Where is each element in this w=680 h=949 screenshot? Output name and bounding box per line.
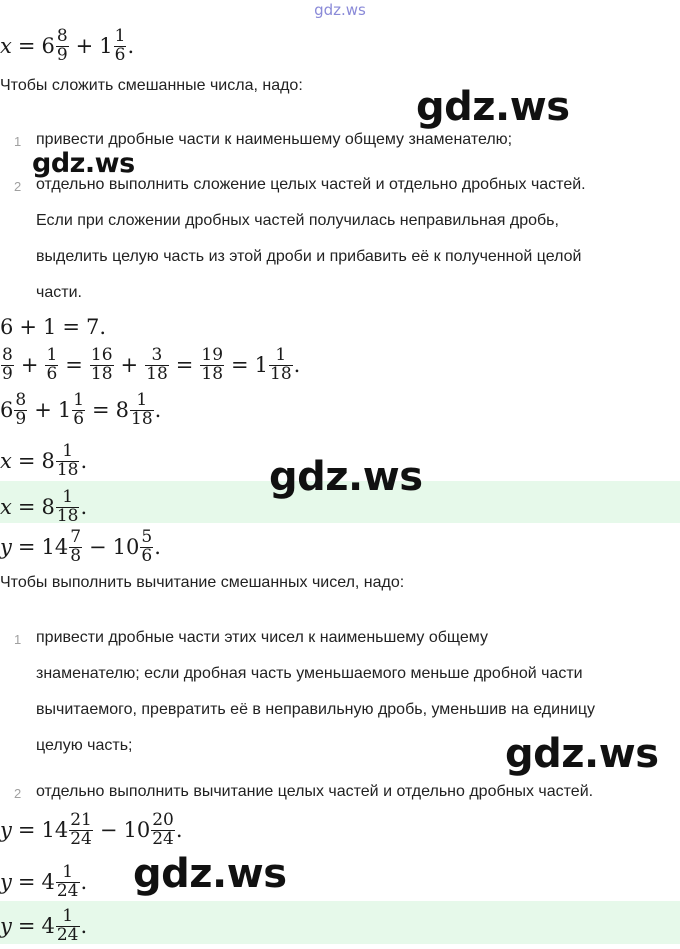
step-text: привести дробные части к наименьшему общему знаменателю;: [36, 131, 513, 148]
operator: =: [92, 397, 110, 422]
step-text: части.: [36, 284, 82, 301]
equation-y-result: [0, 859, 87, 905]
equation-mixed-sum: [0, 387, 161, 433]
fraction: $\frac{5}{6}$: [141, 526, 153, 566]
equation-y-start: [0, 524, 161, 570]
watermark-2: gdz.ws: [32, 148, 135, 179]
operator: =: [17, 448, 36, 473]
fraction: $\frac{1}{18}$: [270, 344, 292, 384]
operator: +: [20, 352, 39, 377]
step-text: привести дробные части этих чисел к наименьшему общему: [36, 629, 488, 646]
fraction: $\frac{1}{6}$: [73, 389, 85, 429]
step-number: 1: [14, 632, 22, 647]
whole-part: 4: [41, 869, 55, 894]
whole-part: 1: [99, 33, 113, 58]
period: .: [293, 352, 301, 377]
operator: +: [75, 33, 94, 58]
watermark-4: gdz.ws: [505, 731, 659, 777]
answer-highlight-y: [0, 901, 680, 944]
var: x: [0, 494, 12, 519]
whole-part: 8: [41, 448, 55, 473]
period: .: [127, 33, 135, 58]
whole-part: 10: [123, 817, 151, 842]
number: 6: [0, 314, 14, 339]
operator: −: [99, 817, 118, 842]
step-text: Если при сложении дробных частей получилась неправильная дробь,: [36, 212, 559, 229]
equation-whole-sum: [0, 313, 106, 341]
fraction: $\frac{8}{9}$: [2, 344, 13, 384]
var: y: [0, 913, 12, 938]
fraction: $\frac{1}{6}$: [114, 25, 126, 65]
equation-x-result: [0, 438, 87, 484]
intro-addition: Чтобы сложить смешанные числа, надо:: [0, 77, 303, 94]
fraction: $\frac{1}{24}$: [56, 861, 79, 901]
fraction: $\frac{19}{18}$: [201, 344, 224, 384]
var: y: [0, 534, 12, 559]
operator: +: [34, 397, 52, 422]
equation-x-start: [0, 24, 134, 68]
whole-part: 1: [254, 352, 268, 377]
fraction: $\frac{8}{9}$: [15, 389, 27, 429]
operator: +: [19, 314, 37, 339]
operator: =: [17, 817, 36, 842]
operator: +: [120, 352, 139, 377]
answer-y: [0, 903, 87, 949]
step-text: вычитаемого, превратить её в неправильную дробь, уменьшив на единицу: [36, 701, 596, 718]
fraction: $\frac{20}{24}$: [152, 809, 174, 849]
var: x: [0, 448, 12, 473]
operator: =: [17, 494, 36, 519]
whole-part: 14: [41, 817, 69, 842]
number: 1: [42, 314, 57, 339]
period: .: [80, 869, 88, 894]
operator: =: [17, 913, 36, 938]
fraction: $\frac{1}{6}$: [46, 344, 58, 384]
whole-part: 6: [0, 397, 14, 422]
step-text: знаменателю; если дробная часть уменьшаемого меньше дробной части: [36, 665, 583, 682]
fraction: $\frac{1}{24}$: [56, 905, 79, 945]
intro-subtraction: Чтобы выполнить вычитание смешанных чисел, надо:: [0, 574, 405, 591]
site-watermark-top: gdz.ws: [314, 1, 366, 19]
step-number: 2: [14, 786, 22, 801]
fraction: $\frac{8}{9}$: [56, 25, 68, 65]
period: .: [154, 397, 162, 422]
watermark-1: gdz.ws: [416, 84, 570, 130]
whole-part: 1: [57, 397, 72, 422]
operator: =: [17, 869, 36, 894]
operator: =: [62, 314, 80, 339]
equation-y-common: [0, 805, 183, 855]
step-number: 2: [14, 179, 22, 194]
whole-part: 14: [41, 534, 69, 559]
operator: =: [65, 352, 83, 377]
whole-part: 4: [41, 913, 55, 938]
period: .: [154, 534, 161, 559]
period: .: [80, 913, 88, 938]
operator: =: [17, 33, 36, 58]
var: x: [0, 33, 12, 58]
period: .: [80, 448, 88, 473]
step-number: 1: [14, 134, 22, 149]
operator: =: [175, 352, 194, 377]
whole-part: 10: [112, 534, 140, 559]
step-text: целую часть;: [36, 737, 133, 754]
watermark-3: gdz.ws: [269, 454, 423, 500]
whole-part: 6: [41, 33, 55, 58]
fraction: $\frac{21}{24}$: [70, 809, 92, 849]
operator: −: [89, 534, 107, 559]
step-text: выделить целую часть из этой дроби и прибавить её к полученной целой: [36, 248, 582, 265]
fraction: $\frac{7}{8}$: [70, 526, 82, 566]
period: .: [175, 817, 183, 842]
fraction: $\frac{16}{18}$: [90, 344, 113, 384]
var: y: [0, 817, 12, 842]
fraction: $\frac{1}{18}$: [131, 389, 153, 429]
fraction: $\frac{1}{18}$: [56, 486, 79, 526]
period: .: [80, 494, 88, 519]
operator: =: [17, 534, 36, 559]
step-text: отдельно выполнить вычитание целых частей и отдельно дробных частей.: [36, 783, 594, 800]
var: y: [0, 869, 12, 894]
fraction: $\frac{3}{18}$: [146, 344, 168, 384]
operator: =: [231, 352, 249, 377]
number: 7.: [85, 314, 107, 339]
step-text: отдельно выполнить сложение целых частей и отдельно дробных частей.: [36, 176, 586, 193]
watermark-5: gdz.ws: [133, 851, 287, 897]
fraction: $\frac{1}{18}$: [56, 440, 79, 480]
whole-part: 8: [115, 397, 129, 422]
whole-part: 8: [41, 494, 55, 519]
equation-fraction-sum: [0, 342, 300, 388]
